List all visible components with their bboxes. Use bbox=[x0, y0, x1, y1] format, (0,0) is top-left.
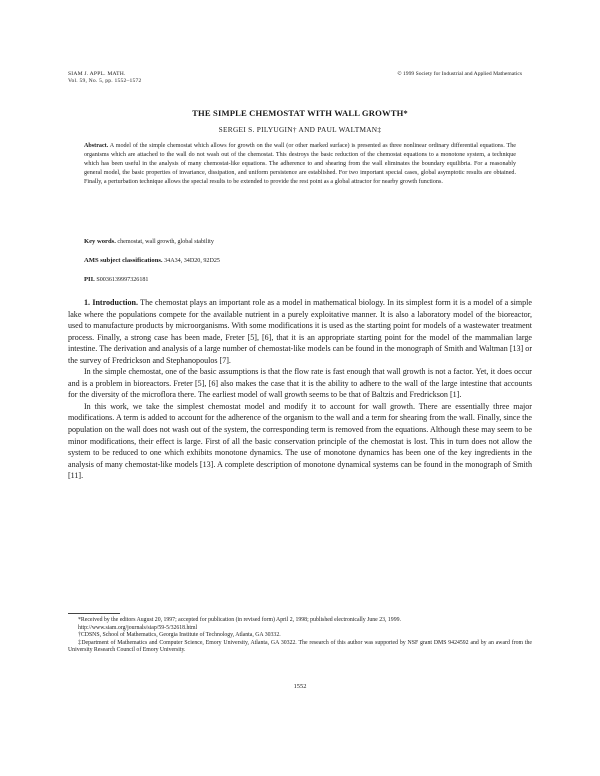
section-heading: 1. Introduction. bbox=[84, 298, 139, 307]
footnote-url[interactable]: http://www.siam.org/journals/siap/59-5/32618.html bbox=[78, 624, 198, 631]
page-number: 1552 bbox=[293, 683, 307, 690]
ams-label: AMS subject classifications. bbox=[84, 257, 163, 264]
pii-label: PII. bbox=[84, 276, 95, 283]
key-words-label: Key words. bbox=[84, 238, 116, 245]
footnotes bbox=[68, 617, 532, 655]
ams-text: 34A34, 34D20, 92D25 bbox=[164, 258, 220, 264]
abstract-label: Abstract. bbox=[84, 143, 109, 149]
abstract bbox=[84, 142, 516, 187]
copyright-notice: © 1999 Society for Industrial and Applied Mathematics bbox=[397, 71, 522, 77]
introduction-section bbox=[68, 297, 532, 482]
key-words-text: chemostat, wall growth, global stability bbox=[117, 239, 214, 245]
pii-text: S0036139997326181 bbox=[96, 277, 149, 283]
footnote-received: *Received by the editors August 20, 1997; accepted for publication (in revised form) April 2, 1998; published electronically June 23, 1999. bbox=[78, 617, 401, 623]
intro-paragraph-1-text: The chemostat plays an important role as a model in mathematical biology. In its simplest form it is a model of a simple lake where the populations compete for the available nutrient in a purely exploitative manner. It is also a laboratory model of the bioreactor, used to manufacture products by microorganisms. With some modifications it is used as the starting point for models of a wastewater treatment process. Finally, a strong case has been made, Freter [5], [6], that it is an appropriate starting point for the model of the mammalian large intestine. The derivation and analysis of a large number of chemostat-like models can be found in the monograph of Smith and Waltman [13] or the survey of Fredrickson and Stephanopoulos [7]. bbox=[68, 298, 532, 365]
journal-header bbox=[68, 71, 141, 85]
paper-title: THE SIMPLE CHEMOSTAT WITH WALL GROWTH* bbox=[192, 108, 408, 118]
footnote-dagger: †CDSNS, School of Mathematics, Georgia Institute of Technology, Atlanta, GA 30332. bbox=[78, 632, 281, 639]
intro-paragraph-1 bbox=[68, 297, 532, 366]
paper-authors: SERGEI S. PILYUGIN† AND PAUL WALTMAN‡ bbox=[218, 125, 382, 134]
intro-paragraph-3: In this work, we take the simplest chemostat model and modify it to account for wall growth. There are essentially three major modifications. A term is added to account for the adherence of the organism to the wall and a term for shearing from the wall. Finally, since the population on the wall does not wash out of the system, the corresponding term is removed from the equations. Although these may seem to be minor modifications, their effect is large. First of all the basic conservation principle of the chemostat is lost. This in turn does not allow the system to be reduced to one which exhibits monotone dynamics. The use of monotone dynamics has been one of the key ingredients in the analysis of many chemostat-like models [13]. A complete description of monotone dynamical systems can be found in the monograph of Smith [11]. bbox=[68, 401, 532, 481]
ams-classifications bbox=[84, 257, 516, 264]
footnote-divider bbox=[68, 613, 120, 614]
key-words bbox=[84, 238, 516, 245]
abstract-text: A model of the simple chemostat which allows for growth on the wall (or other marked surface) is presented as three nonlinear ordinary differential equations. The organisms which are attached to the wall do not wash out of the chemostat. This destroys the basic reduction of the chemostat equations to a monotone system, a technique which has been useful in the analysis of many chemostat-like equations. The adherence to and shearing from the wall eliminates the boundary equilibria. For a reasonably general model, the basic properties of invariance, dissipation, and uniform persistence are established. For two important special cases, global asymptotic results are obtained. Finally, a perturbation technique allows the special results to be extended to provide the rest point as a global attractor for nearby growth functions. bbox=[84, 143, 516, 185]
footnote-ddagger: ‡Department of Mathematics and Computer Science, Emory University, Atlanta, GA 30322. The research of this author was supported by NSF grant DMS 9424592 and by an award from the University Research Council of Emory University. bbox=[68, 639, 532, 654]
pii bbox=[84, 276, 516, 283]
intro-paragraph-2: In the simple chemostat, one of the basic assumptions is that the flow rate is fast enough that wall growth is not a factor. Yet, it does occur and is a problem in bioreactors. Freter [5], [6] also makes the case that it is the ability to adhere to the wall of the large intestine that accounts for the diversity of the microflora there. The earliest model of wall growth seems to be that of Baltzis and Fredrickson [1]. bbox=[68, 367, 532, 400]
journal-volume: Vol. 59, No. 5, pp. 1552–1572 bbox=[68, 78, 142, 85]
journal-name: SIAM J. APPL. MATH. bbox=[68, 71, 126, 77]
